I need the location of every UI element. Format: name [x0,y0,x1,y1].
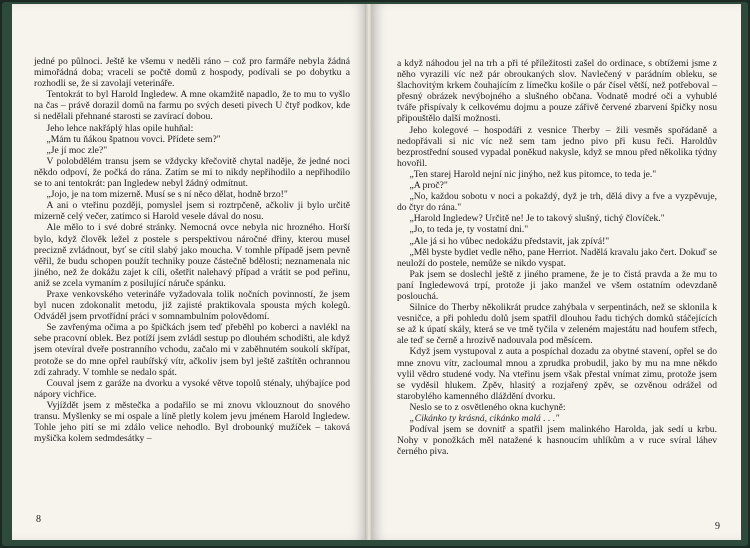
right-paragraph: „A proč?" [409,180,448,192]
left-paragraph: „Mám tu ňákou špatnou vovci. Přídete sem?" [46,133,221,145]
right-paragraph: Neslo se to z osvětleného okna kuchyně: [409,401,566,413]
right-paragraph: Silnice do Therby několikrát prudce zahýbala v serpentinách, než se sklonila k vesničce, a při pohledu dolů jsem spatřil dlouhou řadu tichých domků stáčejících se až k úpatí skály, která se ve tmě tyčila v zeleném majestátu nad houfem střech, ale teď se černě a hrozivě nadouvala pod měsícem. [397,302,717,347]
left-paragraph: „Je jí moc zle?" [46,144,108,156]
right-paragraph: „Ten starej Harold nejní nic jinýho, než kus pitomce, to teda je." [409,168,657,180]
left-paragraph: „Jojo, je na tom mizerně. Musí se s ní něco dělat, hodně brzo!" [46,189,288,201]
right-paragraph: Pak jsem se doslechl ještě z jiného pramene, že je to čistá pravda a že mu to paní Ingledewová trpí, protože ji jako manžel ve všem ostatním odevzdaně poslouchá. [397,268,717,302]
right-paragraph: „No, každou sobotu v noci a pokaždý, dyž je trh, dělá divy a fve a vyzpěvuje, do čtyr do rána." [397,191,717,214]
left-paragraph: Ale mělo to i své dobré stránky. Nemocná ovce nebyla nic hrozného. Horší bylo, když člověk ležel z postele s perspektivou náročné dřiny, kterou musel precizně zvládnout, byť se cítil slabý jako moucha. V tomhle případě jsem pevně věřil, že budu schopen použít techniky pouze částečně bdělosti; neznamenala nic jiného, než že dokážu zajet k cíli, ošetřit nalehavý případ a vrátit se pod peřinu, aniž se zcela vymaním z posilující náruče spánku. [34,222,350,289]
right-page [371,4,741,540]
left-paragraph: A ani o vteřinu později, pomyslel jsem si roztrpčeně, ačkoliv ji bylo určitě mizerně celý večer, zatímco si Harold vesele dával do nosu. [34,200,350,223]
right-paragraph: „Měl byste bydlet vedle něho, pane Herriot. Nadělá kravalu jako čert. Dokuď se neuloží do postele, nemůže se nikdo vyspat. [397,246,717,269]
right-paragraph: Podíval jsem se dovnitř a spatřil jsem malinkého Harolda, jak sedí u krbu. Nohy v ponožkách měl natažené k hasnoucím uhlíkům a v ruce svíral láhev černého piva. [397,424,717,458]
right-page-text [397,58,717,457]
left-page-text [34,56,350,444]
right-paragraph: „Jo, to teda je, ty vostatní dni." [409,224,529,236]
left-paragraph: Tentokrát to byl Harold Ingledew. A mne okamžitě napadlo, že to mu to vyšlo na čas – právě dorazil domů na farmu po svých deseti pivech U čtyř podkov, kde si nedělali přehnané starosti se zavírací dobou. [34,89,350,123]
left-paragraph: Jeho lehce nakřáplý hlas opile huhňal: [46,122,194,134]
left-paragraph: Se zavřenýma očima a po špičkách jsem teď přeběhl po koberci a navlékl na sebe pracovní oblek. Bez potíží jsem zvládl sestup po dlouhém schodišti, ale když jsem otevíral dveře postranního vchodu, začalo mi v zaběhnutém soukolí skřípat, protože se do mne opřel raubířský vítr, ačkoliv jsem byl ještě zaštítěn ochrannou zdí zahrady. V tomhle se nedalo spát. [34,322,350,378]
right-paragraph: Když jsem vystupoval z auta a pospíchal dozadu za obytné stavení, opřel se do mne znovu vítr, zacloumal mnou a zprudka probudil, jako by mu na mne někdo vylil vědro studené vody. Na vteřinu jsem však přestal vnímat zimu, protože jsem se vyděsil hlukem. Zpěv, hlasitý a rozjařený zpěv, se ozvěnou odrážel od starobylého kamenného dláždění dvorku. [397,346,717,402]
left-paragraph: Praxe venkovského veterináře vyžadovala tolik nočních povinností, že jsem byl nucen zdokonalit metodu, již zajisté praktikovala spousta mých kolegů. Odváděl jsem prvotřídní práci v somnambulním polovědomí. [34,288,350,323]
left-paragraph: Vyjíždět jsem z městečka a podařilo se mi znovu vklouznout do snového transu. Myšlenky se mi ospale a líně pletly kolem jevu jménem Harold Ingledew. Tohle jeho pití se mi zdálo velice nehodlo. Byl drobounký mužíček – taková myšička kolem sedmdesátky – [34,399,350,445]
right-paragraph: „Harold Ingledew? Určitě ne! Je to takový slušný, tichý človíček." [409,213,665,225]
page-number: 9 [715,521,720,532]
left-page [12,4,367,540]
left-paragraph: V polobdělém transu jsem se vždycky křečovitě chytal naděje, že jedné noci někdo odpoví, že počká do rána. Zatím se mi to nikdy nepřihodilo a nepřihodilo se to ani tentokrát: pan Ingledew nebyl žádný odmítnut. [34,155,350,190]
left-paragraph: Couval jsem z garáže na dvorku a vysoké větve topolů sténaly, uhýbajíce pod nápory vichřice. [34,377,350,400]
left-paragraph: jedné po půlnoci. Ještě ke všemu v neděli ráno – což pro farmáře nebyla žádná mimořádná doba; vraceli se počtě domů z hospody, podívali se po dobytku a rozhodli se, že si zavolají veterináře. [34,56,350,90]
song-lyric: „Cikánko ty krásná, cikánko malá . . ." [409,413,560,424]
right-paragraph: „Ale já si ho vůbec nedokážu představit, jak zpívá!" [409,235,610,247]
right-paragraph: Jeho kolegové – hospodáři z vesnice Therby – žili vesměs spořádaně a nedopřávali si nic víc než sem tam jedno pivo při kusu řeči. Haroldův bezprostřední soused vypadal poněkud nakysle, když se mnou před několika týdny hovořil. [397,124,717,169]
page-number: 8 [36,514,41,525]
right-paragraph: a když náhodou jel na trh a při té příležitosti zašel do ordinace, s obtížemi jsme z něho vyrazili víc než pár obroukaných slov. Navlečený v parádním obleku, se šlachovitým krkem čouhajícím z límečku košile o pár čísel větší, než potřeboval – přesný obrázek nevýbojného a slušného občana. Vodnatě modré oči a vyhublé tváře přispívaly k celkovému dojmu a pouze zářivě červené zbarvení špičky nosu připouštělo další možnosti. [397,58,717,125]
